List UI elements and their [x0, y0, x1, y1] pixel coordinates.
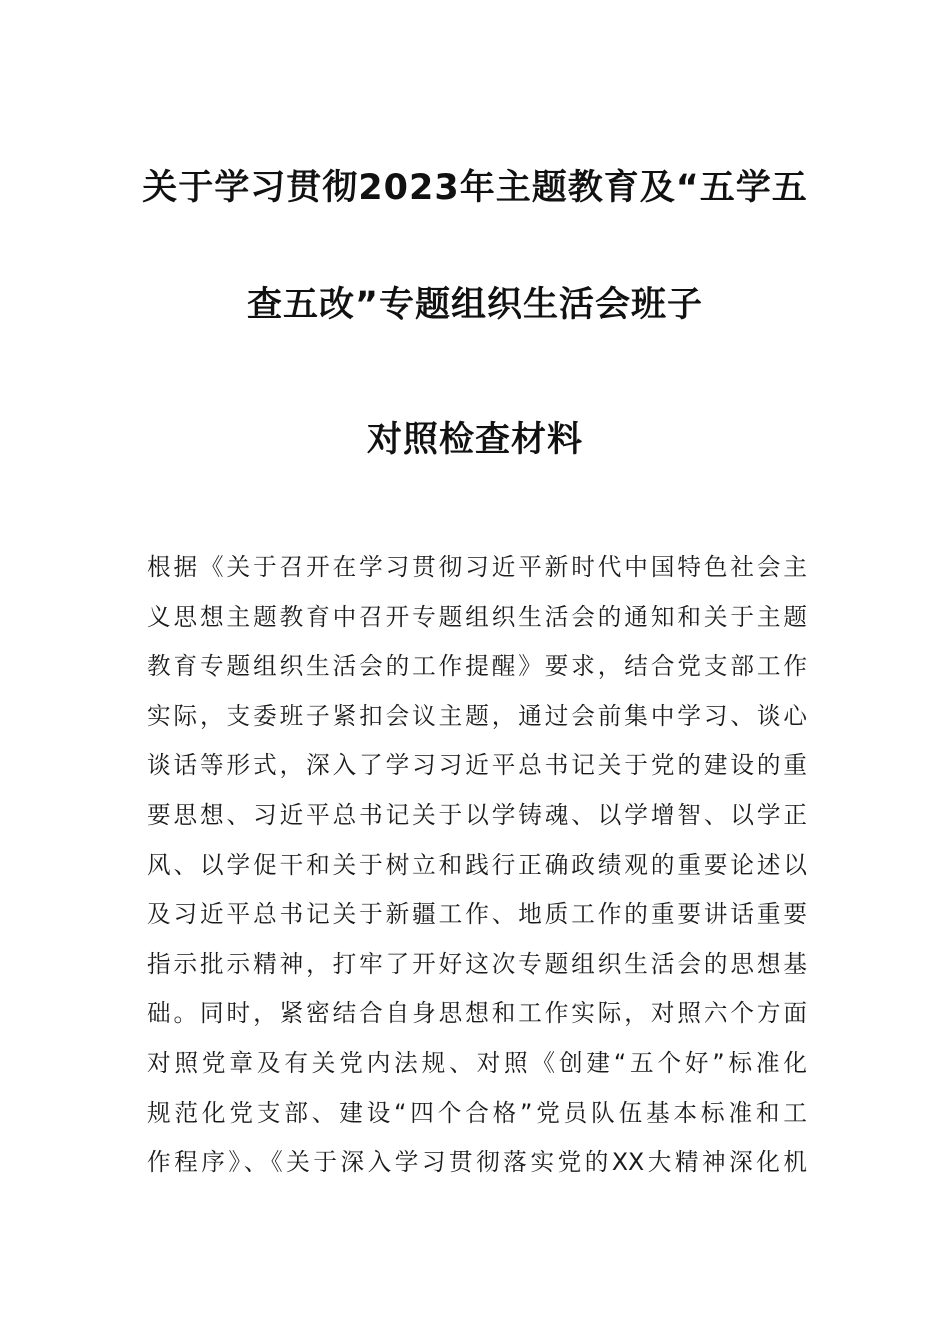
- body-line: 要思想、习近平总书记关于以学铸魂、以学增智、以学正: [147, 800, 807, 829]
- body-line: 础。同时，紧密结合自身思想和工作实际，对照六个方面: [147, 999, 807, 1028]
- title-line-1: 关于学习贯彻2023年主题教育及“五学五: [142, 168, 808, 208]
- body-line: 规范化党支部、建设“四个合格”党员队伍基本标准和工: [147, 1098, 807, 1127]
- body-line: 根据《关于召开在学习贯彻习近平新时代中国特色社会主: [147, 553, 807, 581]
- body-line: 教育专题组织生活会的工作提醒》要求，结合党支部工作: [147, 652, 807, 681]
- body-line: 作程序》、《关于深入学习贯彻落实党的XX大精神深化机: [147, 1148, 807, 1177]
- body-line: 指示批示精神，打牢了开好这次专题组织生活会的思想基: [147, 949, 807, 978]
- title-line-3: 对照检查材料: [366, 420, 583, 460]
- body-line: 及习近平总书记关于新疆工作、地质工作的重要讲话重要: [147, 900, 807, 929]
- body-paragraph: [147, 543, 807, 1188]
- body-line: 对照党章及有关党内法规、对照《创建“五个好”标准化: [147, 1048, 807, 1077]
- title-line-2: 查五改”专题组织生活会班子: [246, 285, 703, 325]
- body-line: 谈话等形式，深入了学习习近平总书记关于党的建设的重: [147, 751, 807, 780]
- body-line: 风、以学促干和关于树立和践行正确政绩观的重要论述以: [147, 850, 807, 879]
- body-line: 实际，支委班子紧扣会议主题，通过会前集中学习、谈心: [147, 701, 807, 730]
- body-line: 义思想主题教育中召开专题组织生活会的通知和关于主题: [147, 602, 807, 631]
